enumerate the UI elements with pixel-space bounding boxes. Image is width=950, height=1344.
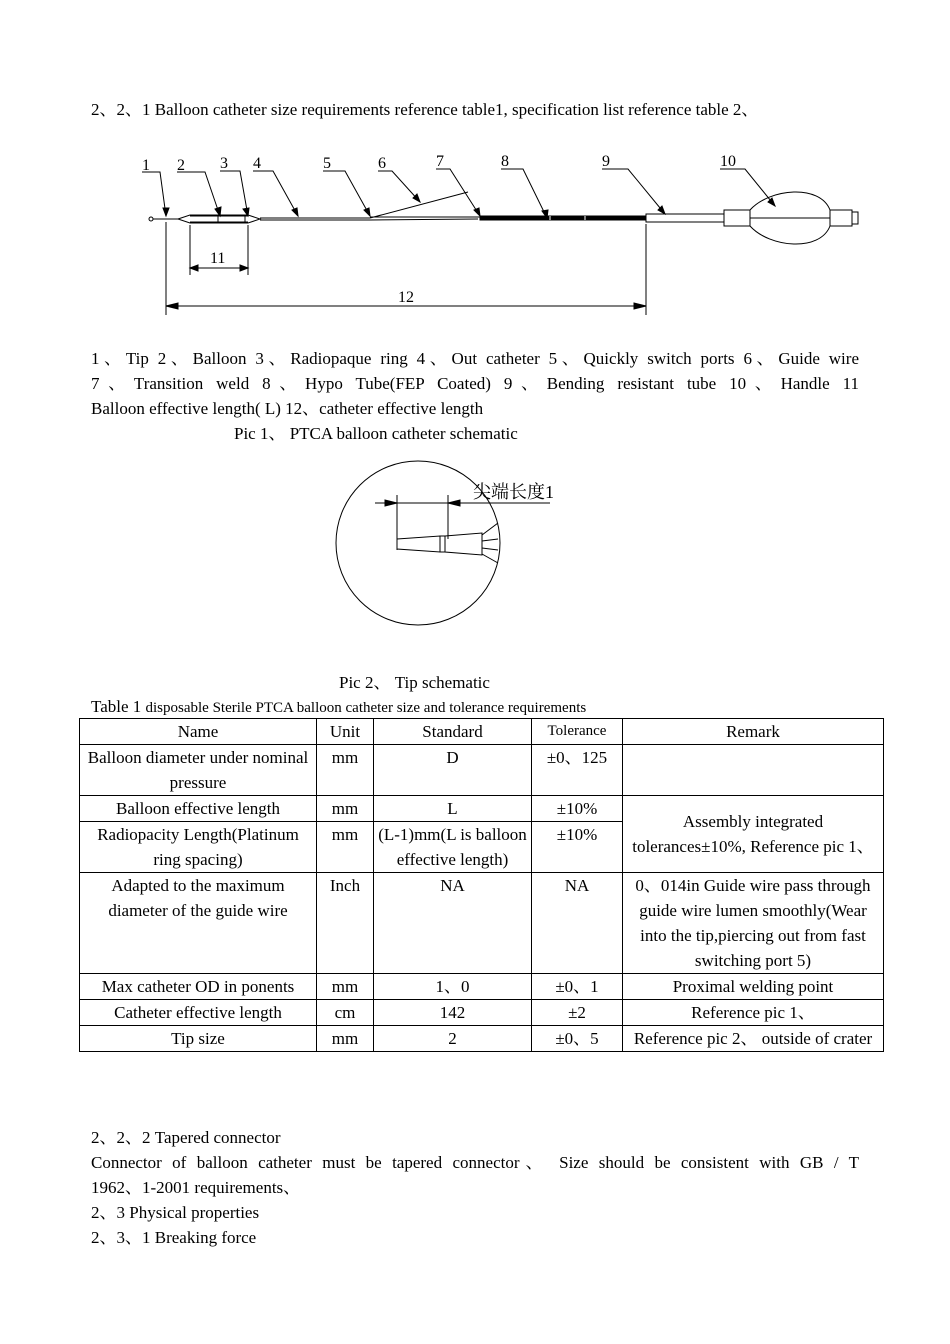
callout-10: 10 xyxy=(720,153,736,170)
header-name: Name xyxy=(80,719,317,745)
connector-text-1: Connector of balloon catheter must be tapered connector、 Size should be consistent with GB / T xyxy=(91,1153,859,1172)
header-unit: Unit xyxy=(317,719,374,745)
callout-6: 6 xyxy=(378,155,386,172)
table-row: Radiopacity Length(Platinum ring spacing) mm (L-1)mm(L is balloon effective length) ±10% xyxy=(80,822,884,873)
section-physical-properties: 2、3 Physical properties xyxy=(91,1203,260,1222)
figure-caption-1: Pic 1、 PTCA balloon catheter schematic xyxy=(234,424,518,443)
dim-catheter-length: 12 xyxy=(398,289,414,306)
table-row: Max catheter OD in ponents mm 1、0 ±0、1 Proximal welding point xyxy=(80,974,884,1000)
callout-9: 9 xyxy=(602,153,610,170)
dim-balloon-length: 11 xyxy=(210,250,226,267)
table-row: Catheter effective length cm 142 ±2 Reference pic 1、 xyxy=(80,1000,884,1026)
table-row: Tip size mm 2 ±0、5 Reference pic 2、 outside of crater xyxy=(80,1026,884,1052)
table-row: Balloon diameter under nominal pressure mm D ±0、125 xyxy=(80,745,884,796)
callout-8: 8 xyxy=(501,153,509,170)
subsection-breaking-force: 2、3、1 Breaking force xyxy=(91,1228,257,1247)
header-standard: Standard xyxy=(374,719,532,745)
callout-2: 2 xyxy=(177,157,185,174)
figure-caption-2: Pic 2、 Tip schematic xyxy=(339,673,490,692)
callout-1: 1 xyxy=(142,157,150,174)
tolerance-table xyxy=(79,718,884,1052)
callout-7: 7 xyxy=(436,153,444,170)
legend-line-2: 7、Transition weld 8、Hypo Tube(FEP Coated) 9、Bending resistant tube 10、Handle 11 xyxy=(91,374,859,393)
table-row: Adapted to the maximum diameter of the guide wire Inch NA NA 0、014in Guide wire pass through guide wire lumen smoothly(Wear into the tip,piercing out from fast switching port 5) xyxy=(80,873,884,974)
callout-4: 4 xyxy=(253,155,261,172)
header-remark: Remark xyxy=(623,719,884,745)
connector-text-2: 1962、1-2001 requirements、 xyxy=(91,1178,301,1197)
header-tolerance: Tolerance xyxy=(532,719,623,745)
table-header-row xyxy=(80,719,884,745)
tip-length-label: 尖端长度1 xyxy=(473,482,554,502)
merged-remark: Assembly integrated tolerances±10%, Reference pic 1、 xyxy=(623,796,884,873)
ptca-catheter-schematic xyxy=(130,140,870,320)
legend-line-1: 1、Tip 2、Balloon 3、Radiopaque ring 4、Out catheter 5、Quickly switch ports 6、Guide wire xyxy=(91,349,859,368)
section-heading: 2、2、1 Balloon catheter size requirements reference table1, specification list reference table 2、 xyxy=(91,100,759,119)
tip-schematic xyxy=(330,455,560,635)
table-title: Table 1 disposable Sterile PTCA balloon catheter size and tolerance requirements xyxy=(91,697,587,716)
table-row: Balloon effective length mm L ±10% Assembly integrated tolerances±10%, Reference pic 1、 xyxy=(80,796,884,822)
callout-5: 5 xyxy=(323,155,331,172)
legend-line-3: Balloon effective length( L) 12、catheter effective length xyxy=(91,399,484,418)
callout-3: 3 xyxy=(220,155,228,172)
subsection-tapered-connector: 2、2、2 Tapered connector xyxy=(91,1128,281,1147)
